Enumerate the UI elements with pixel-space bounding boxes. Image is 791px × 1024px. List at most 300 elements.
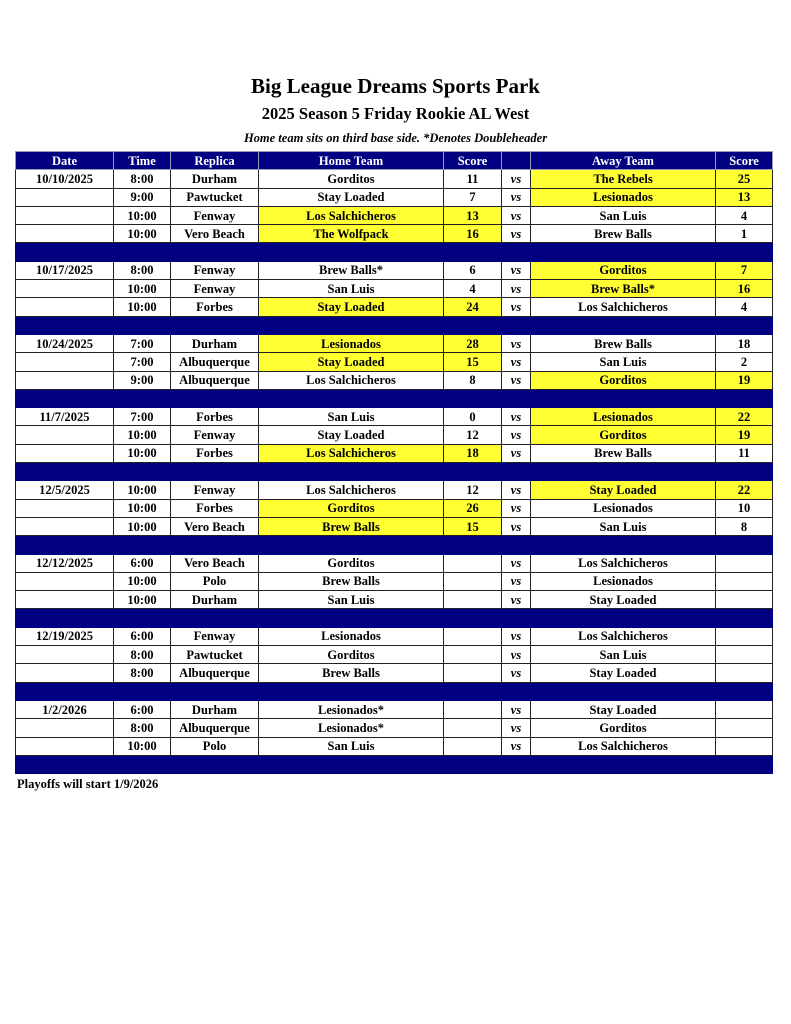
separator-cell bbox=[16, 609, 114, 627]
doubleheader-note: Home team sits on third base side. *Denotes Doubleheader bbox=[243, 131, 548, 145]
away-score: 4 bbox=[716, 206, 773, 224]
game-replica: Fenway bbox=[171, 261, 259, 279]
separator-cell bbox=[171, 463, 259, 481]
game-replica: Polo bbox=[171, 572, 259, 590]
game-date: 12/19/2025 bbox=[16, 627, 114, 645]
schedule-body bbox=[16, 170, 773, 774]
separator-cell bbox=[502, 316, 531, 334]
home-score: 28 bbox=[444, 334, 502, 352]
column-header-time: Time bbox=[114, 152, 171, 170]
separator-cell bbox=[444, 609, 502, 627]
away-score: 22 bbox=[716, 481, 773, 499]
game-date bbox=[16, 444, 114, 462]
home-team: Los Salchicheros bbox=[259, 481, 444, 499]
away-team: Gorditos bbox=[531, 261, 716, 279]
game-replica: Forbes bbox=[171, 499, 259, 517]
away-team: Lesionados bbox=[531, 408, 716, 426]
separator-cell bbox=[531, 609, 716, 627]
game-time: 6:00 bbox=[114, 554, 171, 572]
game-row bbox=[16, 170, 773, 188]
game-replica: Fenway bbox=[171, 280, 259, 298]
separator-cell bbox=[114, 463, 171, 481]
game-time: 10:00 bbox=[114, 572, 171, 590]
game-row bbox=[16, 664, 773, 682]
game-date bbox=[16, 280, 114, 298]
home-score: 26 bbox=[444, 499, 502, 517]
vs-label: vs bbox=[502, 298, 531, 316]
home-team: Stay Loaded bbox=[259, 426, 444, 444]
vs-label: vs bbox=[502, 737, 531, 755]
separator-cell bbox=[502, 243, 531, 261]
separator-cell bbox=[114, 755, 171, 773]
home-score: 6 bbox=[444, 261, 502, 279]
week-separator bbox=[16, 316, 773, 334]
home-score bbox=[444, 572, 502, 590]
game-date: 10/17/2025 bbox=[16, 261, 114, 279]
game-time: 10:00 bbox=[114, 298, 171, 316]
game-row bbox=[16, 572, 773, 590]
away-team: San Luis bbox=[531, 353, 716, 371]
separator-cell bbox=[259, 243, 444, 261]
separator-cell bbox=[531, 243, 716, 261]
home-team: Stay Loaded bbox=[259, 353, 444, 371]
separator-cell bbox=[531, 389, 716, 407]
game-replica: Fenway bbox=[171, 481, 259, 499]
header-row bbox=[16, 152, 773, 170]
game-replica: Fenway bbox=[171, 426, 259, 444]
separator-cell bbox=[531, 316, 716, 334]
game-row bbox=[16, 737, 773, 755]
away-team: Gorditos bbox=[531, 371, 716, 389]
game-replica: Forbes bbox=[171, 444, 259, 462]
column-header-away-team: Away Team bbox=[531, 152, 716, 170]
separator-cell bbox=[444, 755, 502, 773]
game-date: 1/2/2026 bbox=[16, 700, 114, 718]
game-replica: Vero Beach bbox=[171, 554, 259, 572]
home-score: 18 bbox=[444, 444, 502, 462]
game-row bbox=[16, 225, 773, 243]
away-score bbox=[716, 627, 773, 645]
away-score: 16 bbox=[716, 280, 773, 298]
separator-cell bbox=[531, 682, 716, 700]
vs-label: vs bbox=[502, 700, 531, 718]
game-date bbox=[16, 206, 114, 224]
away-score: 1 bbox=[716, 225, 773, 243]
separator-cell bbox=[114, 316, 171, 334]
vs-label: vs bbox=[502, 554, 531, 572]
home-team: Los Salchicheros bbox=[259, 371, 444, 389]
home-score: 13 bbox=[444, 206, 502, 224]
home-score: 12 bbox=[444, 481, 502, 499]
away-team: Lesionados bbox=[531, 499, 716, 517]
game-row bbox=[16, 517, 773, 535]
schedule-table bbox=[15, 151, 773, 774]
vs-label: vs bbox=[502, 188, 531, 206]
away-team: San Luis bbox=[531, 517, 716, 535]
home-score: 12 bbox=[444, 426, 502, 444]
game-replica: Fenway bbox=[171, 627, 259, 645]
game-time: 10:00 bbox=[114, 225, 171, 243]
vs-label: vs bbox=[502, 426, 531, 444]
away-team: Stay Loaded bbox=[531, 664, 716, 682]
away-score bbox=[716, 572, 773, 590]
separator-cell bbox=[531, 463, 716, 481]
away-team: Lesionados bbox=[531, 188, 716, 206]
game-time: 10:00 bbox=[114, 280, 171, 298]
home-score: 4 bbox=[444, 280, 502, 298]
separator-cell bbox=[259, 389, 444, 407]
separator-cell bbox=[716, 536, 773, 554]
separator-cell bbox=[444, 536, 502, 554]
game-replica: Vero Beach bbox=[171, 225, 259, 243]
vs-label: vs bbox=[502, 261, 531, 279]
game-time: 10:00 bbox=[114, 481, 171, 499]
game-date bbox=[16, 591, 114, 609]
game-date: 10/24/2025 bbox=[16, 334, 114, 352]
away-score: 7 bbox=[716, 261, 773, 279]
game-replica: Albuquerque bbox=[171, 719, 259, 737]
separator-cell bbox=[502, 536, 531, 554]
game-replica: Polo bbox=[171, 737, 259, 755]
game-replica: Albuquerque bbox=[171, 353, 259, 371]
home-team: Lesionados bbox=[259, 334, 444, 352]
game-replica: Durham bbox=[171, 591, 259, 609]
separator-cell bbox=[502, 682, 531, 700]
separator-cell bbox=[171, 755, 259, 773]
vs-label: vs bbox=[502, 719, 531, 737]
home-score bbox=[444, 591, 502, 609]
home-team: Brew Balls bbox=[259, 572, 444, 590]
game-time: 9:00 bbox=[114, 188, 171, 206]
away-score: 25 bbox=[716, 170, 773, 188]
separator-cell bbox=[259, 536, 444, 554]
vs-label: vs bbox=[502, 225, 531, 243]
separator-cell bbox=[444, 243, 502, 261]
game-date bbox=[16, 646, 114, 664]
game-date: 11/7/2025 bbox=[16, 408, 114, 426]
separator-cell bbox=[114, 682, 171, 700]
game-row bbox=[16, 444, 773, 462]
separator-cell bbox=[171, 536, 259, 554]
separator-cell bbox=[259, 463, 444, 481]
separator-cell bbox=[716, 755, 773, 773]
away-team: Stay Loaded bbox=[531, 481, 716, 499]
vs-label: vs bbox=[502, 517, 531, 535]
column-header-replica: Replica bbox=[171, 152, 259, 170]
game-time: 10:00 bbox=[114, 444, 171, 462]
game-replica: Pawtucket bbox=[171, 646, 259, 664]
home-score bbox=[444, 646, 502, 664]
separator-cell bbox=[716, 243, 773, 261]
away-team: Stay Loaded bbox=[531, 591, 716, 609]
game-date bbox=[16, 719, 114, 737]
home-team: Brew Balls bbox=[259, 664, 444, 682]
game-date: 10/10/2025 bbox=[16, 170, 114, 188]
separator-cell bbox=[444, 389, 502, 407]
home-team: San Luis bbox=[259, 280, 444, 298]
vs-label: vs bbox=[502, 646, 531, 664]
week-separator bbox=[16, 536, 773, 554]
game-date bbox=[16, 572, 114, 590]
vs-label: vs bbox=[502, 572, 531, 590]
column-header-home-team: Home Team bbox=[259, 152, 444, 170]
game-date bbox=[16, 371, 114, 389]
game-time: 10:00 bbox=[114, 517, 171, 535]
vs-label: vs bbox=[502, 170, 531, 188]
game-row bbox=[16, 206, 773, 224]
home-score: 16 bbox=[444, 225, 502, 243]
away-score: 19 bbox=[716, 371, 773, 389]
separator-cell bbox=[502, 755, 531, 773]
separator-cell bbox=[171, 682, 259, 700]
game-date bbox=[16, 664, 114, 682]
game-row bbox=[16, 408, 773, 426]
home-team: Los Salchicheros bbox=[259, 206, 444, 224]
separator-cell bbox=[171, 316, 259, 334]
game-time: 10:00 bbox=[114, 499, 171, 517]
game-row bbox=[16, 719, 773, 737]
game-replica: Pawtucket bbox=[171, 188, 259, 206]
separator-cell bbox=[502, 389, 531, 407]
separator-cell bbox=[171, 389, 259, 407]
playoffs-note: Playoffs will start 1/9/2026 bbox=[17, 777, 159, 791]
game-row bbox=[16, 298, 773, 316]
separator-cell bbox=[716, 609, 773, 627]
vs-label: vs bbox=[502, 444, 531, 462]
game-date bbox=[16, 353, 114, 371]
game-replica: Vero Beach bbox=[171, 517, 259, 535]
game-date bbox=[16, 426, 114, 444]
game-time: 6:00 bbox=[114, 700, 171, 718]
vs-label: vs bbox=[502, 371, 531, 389]
game-replica: Durham bbox=[171, 334, 259, 352]
home-team: Stay Loaded bbox=[259, 188, 444, 206]
home-team: Lesionados* bbox=[259, 700, 444, 718]
home-team: Los Salchicheros bbox=[259, 444, 444, 462]
home-score: 8 bbox=[444, 371, 502, 389]
game-row bbox=[16, 280, 773, 298]
game-time: 8:00 bbox=[114, 646, 171, 664]
away-score bbox=[716, 664, 773, 682]
vs-label: vs bbox=[502, 627, 531, 645]
away-team: San Luis bbox=[531, 206, 716, 224]
game-date bbox=[16, 188, 114, 206]
game-time: 7:00 bbox=[114, 353, 171, 371]
away-team: Gorditos bbox=[531, 426, 716, 444]
game-time: 9:00 bbox=[114, 371, 171, 389]
home-team: Gorditos bbox=[259, 646, 444, 664]
away-score: 13 bbox=[716, 188, 773, 206]
game-replica: Forbes bbox=[171, 408, 259, 426]
separator-cell bbox=[716, 316, 773, 334]
away-team: The Rebels bbox=[531, 170, 716, 188]
vs-label: vs bbox=[502, 499, 531, 517]
separator-cell bbox=[444, 316, 502, 334]
away-score bbox=[716, 719, 773, 737]
game-row bbox=[16, 554, 773, 572]
away-team: San Luis bbox=[531, 646, 716, 664]
separator-cell bbox=[716, 682, 773, 700]
game-replica: Durham bbox=[171, 170, 259, 188]
home-team: Stay Loaded bbox=[259, 298, 444, 316]
column-header-date: Date bbox=[16, 152, 114, 170]
game-date bbox=[16, 298, 114, 316]
separator-cell bbox=[16, 316, 114, 334]
separator-cell bbox=[444, 682, 502, 700]
vs-label: vs bbox=[502, 334, 531, 352]
away-team: Los Salchicheros bbox=[531, 627, 716, 645]
page-title: Big League Dreams Sports Park bbox=[251, 74, 540, 98]
vs-label: vs bbox=[502, 353, 531, 371]
separator-cell bbox=[531, 755, 716, 773]
week-separator bbox=[16, 389, 773, 407]
home-team: Lesionados bbox=[259, 627, 444, 645]
away-team: Brew Balls bbox=[531, 225, 716, 243]
away-score bbox=[716, 700, 773, 718]
game-time: 10:00 bbox=[114, 206, 171, 224]
game-row bbox=[16, 591, 773, 609]
separator-cell bbox=[114, 243, 171, 261]
separator-cell bbox=[502, 609, 531, 627]
separator-cell bbox=[259, 316, 444, 334]
week-separator bbox=[16, 609, 773, 627]
separator-cell bbox=[16, 243, 114, 261]
home-team: Gorditos bbox=[259, 499, 444, 517]
game-date bbox=[16, 499, 114, 517]
game-date: 12/5/2025 bbox=[16, 481, 114, 499]
column-header-vs bbox=[502, 152, 531, 170]
separator-cell bbox=[114, 389, 171, 407]
game-row bbox=[16, 261, 773, 279]
separator-cell bbox=[259, 682, 444, 700]
away-score bbox=[716, 554, 773, 572]
separator-cell bbox=[259, 609, 444, 627]
separator-cell bbox=[259, 755, 444, 773]
away-score bbox=[716, 646, 773, 664]
home-score: 11 bbox=[444, 170, 502, 188]
game-time: 8:00 bbox=[114, 719, 171, 737]
home-team: Brew Balls* bbox=[259, 261, 444, 279]
away-team: Stay Loaded bbox=[531, 700, 716, 718]
away-score bbox=[716, 737, 773, 755]
away-team: Gorditos bbox=[531, 719, 716, 737]
separator-cell bbox=[16, 536, 114, 554]
column-header-away-score: Score bbox=[716, 152, 773, 170]
separator-cell bbox=[16, 755, 114, 773]
vs-label: vs bbox=[502, 408, 531, 426]
away-score: 19 bbox=[716, 426, 773, 444]
separator-cell bbox=[114, 609, 171, 627]
home-score bbox=[444, 719, 502, 737]
week-separator bbox=[16, 682, 773, 700]
home-team: San Luis bbox=[259, 591, 444, 609]
week-separator bbox=[16, 243, 773, 261]
away-score bbox=[716, 591, 773, 609]
away-team: Brew Balls bbox=[531, 444, 716, 462]
game-time: 7:00 bbox=[114, 408, 171, 426]
away-team: Los Salchicheros bbox=[531, 554, 716, 572]
away-score: 22 bbox=[716, 408, 773, 426]
home-score: 7 bbox=[444, 188, 502, 206]
game-row bbox=[16, 353, 773, 371]
game-time: 10:00 bbox=[114, 591, 171, 609]
game-row bbox=[16, 481, 773, 499]
game-row bbox=[16, 646, 773, 664]
game-date: 12/12/2025 bbox=[16, 554, 114, 572]
away-score: 4 bbox=[716, 298, 773, 316]
home-score: 15 bbox=[444, 517, 502, 535]
vs-label: vs bbox=[502, 481, 531, 499]
game-replica: Forbes bbox=[171, 298, 259, 316]
away-team: Lesionados bbox=[531, 572, 716, 590]
game-row bbox=[16, 426, 773, 444]
home-score bbox=[444, 664, 502, 682]
game-replica: Albuquerque bbox=[171, 664, 259, 682]
game-replica: Albuquerque bbox=[171, 371, 259, 389]
vs-label: vs bbox=[502, 591, 531, 609]
game-replica: Durham bbox=[171, 700, 259, 718]
home-score bbox=[444, 737, 502, 755]
game-time: 8:00 bbox=[114, 170, 171, 188]
home-score: 0 bbox=[444, 408, 502, 426]
home-team: Gorditos bbox=[259, 554, 444, 572]
home-team: Brew Balls bbox=[259, 517, 444, 535]
game-time: 10:00 bbox=[114, 737, 171, 755]
separator-cell bbox=[531, 536, 716, 554]
away-score: 18 bbox=[716, 334, 773, 352]
away-score: 8 bbox=[716, 517, 773, 535]
separator-cell bbox=[16, 682, 114, 700]
separator-cell bbox=[16, 389, 114, 407]
home-team: San Luis bbox=[259, 737, 444, 755]
game-row bbox=[16, 499, 773, 517]
home-score: 15 bbox=[444, 353, 502, 371]
home-team: San Luis bbox=[259, 408, 444, 426]
separator-cell bbox=[114, 536, 171, 554]
separator-cell bbox=[444, 463, 502, 481]
game-date bbox=[16, 737, 114, 755]
vs-label: vs bbox=[502, 280, 531, 298]
away-score: 2 bbox=[716, 353, 773, 371]
away-team: Los Salchicheros bbox=[531, 298, 716, 316]
game-time: 10:00 bbox=[114, 426, 171, 444]
away-team: Los Salchicheros bbox=[531, 737, 716, 755]
game-time: 6:00 bbox=[114, 627, 171, 645]
game-time: 7:00 bbox=[114, 334, 171, 352]
game-date bbox=[16, 225, 114, 243]
away-team: Brew Balls* bbox=[531, 280, 716, 298]
separator-cell bbox=[171, 243, 259, 261]
away-team: Brew Balls bbox=[531, 334, 716, 352]
separator-cell bbox=[171, 609, 259, 627]
away-score: 10 bbox=[716, 499, 773, 517]
home-score bbox=[444, 700, 502, 718]
game-row bbox=[16, 188, 773, 206]
home-score: 24 bbox=[444, 298, 502, 316]
game-time: 8:00 bbox=[114, 261, 171, 279]
page-subtitle: 2025 Season 5 Friday Rookie AL West bbox=[261, 104, 530, 123]
game-row bbox=[16, 627, 773, 645]
game-replica: Fenway bbox=[171, 206, 259, 224]
separator-cell bbox=[16, 463, 114, 481]
game-row bbox=[16, 700, 773, 718]
week-separator bbox=[16, 755, 773, 773]
home-score bbox=[444, 554, 502, 572]
vs-label: vs bbox=[502, 206, 531, 224]
game-date bbox=[16, 517, 114, 535]
separator-cell bbox=[716, 463, 773, 481]
home-team: Lesionados* bbox=[259, 719, 444, 737]
